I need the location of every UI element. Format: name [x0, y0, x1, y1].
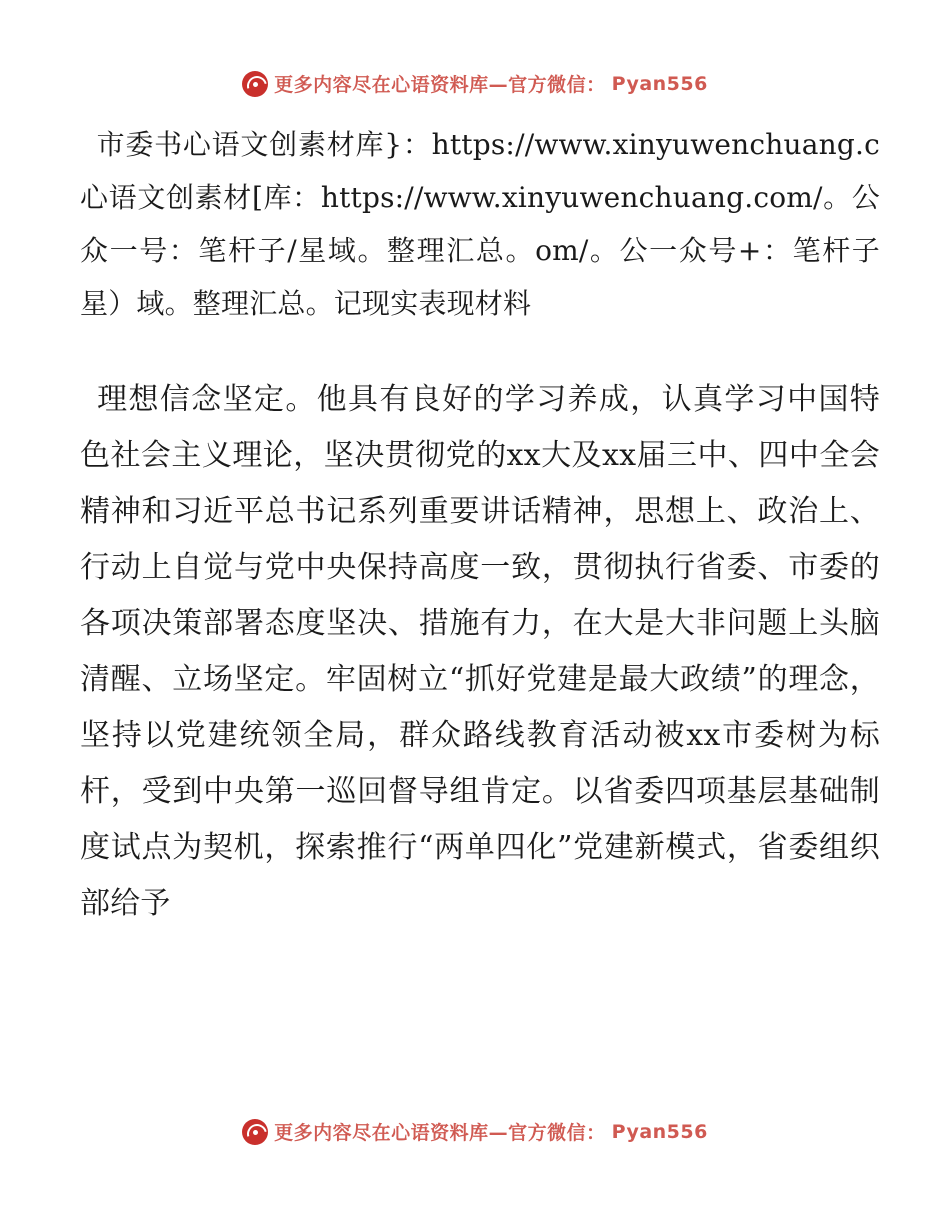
paragraph-main-content — [80, 372, 880, 932]
watermark-header — [0, 70, 950, 97]
watermark-wechat-id: Pyan556 — [611, 1120, 708, 1143]
paragraph-source-links — [80, 118, 880, 330]
circle-swirl-logo-icon — [242, 71, 268, 97]
watermark-text: 更多内容尽在心语资料库—官方微信： — [274, 74, 606, 96]
watermark-wechat-id: Pyan556 — [611, 72, 708, 95]
paragraph-text: 市委书心语文创素材库}：https://www.xinyuwenchuang.c心语文创素材[库：https://www.xinyuwenchuang.com/。公众一号：笔杆子/星域。整理汇总。om/。公一众号+：笔杆子星）域。整理汇总。记现实表现材料 — [80, 128, 880, 320]
circle-swirl-logo-icon — [242, 1119, 268, 1145]
watermark-text: 更多内容尽在心语资料库—官方微信： — [274, 1122, 606, 1144]
paragraph-text: 理想信念坚定。他具有良好的学习养成，认真学习中国特色社会主义理论，坚决贯彻党的xx大及xx届三中、四中全会精神和习近平总书记系列重要讲话精神，思想上、政治上、行动上自觉与党中央保持高度一致，贯彻执行省委、市委的各项决策部署态度坚决、措施有力，在大是大非问题上头脑清醒、立场坚定。牢固树立“抓好党建是最大政绩”的理念，坚持以党建统领全局，群众路线教育活动被xx市委树为标杆，受到中央第一巡回督导组肯定。以省委四项基层基础制度试点为契机，探索推行“两单四化”党建新模式，省委组织部给予 — [80, 382, 880, 921]
watermark-footer — [0, 1118, 950, 1145]
document-body — [80, 118, 880, 932]
